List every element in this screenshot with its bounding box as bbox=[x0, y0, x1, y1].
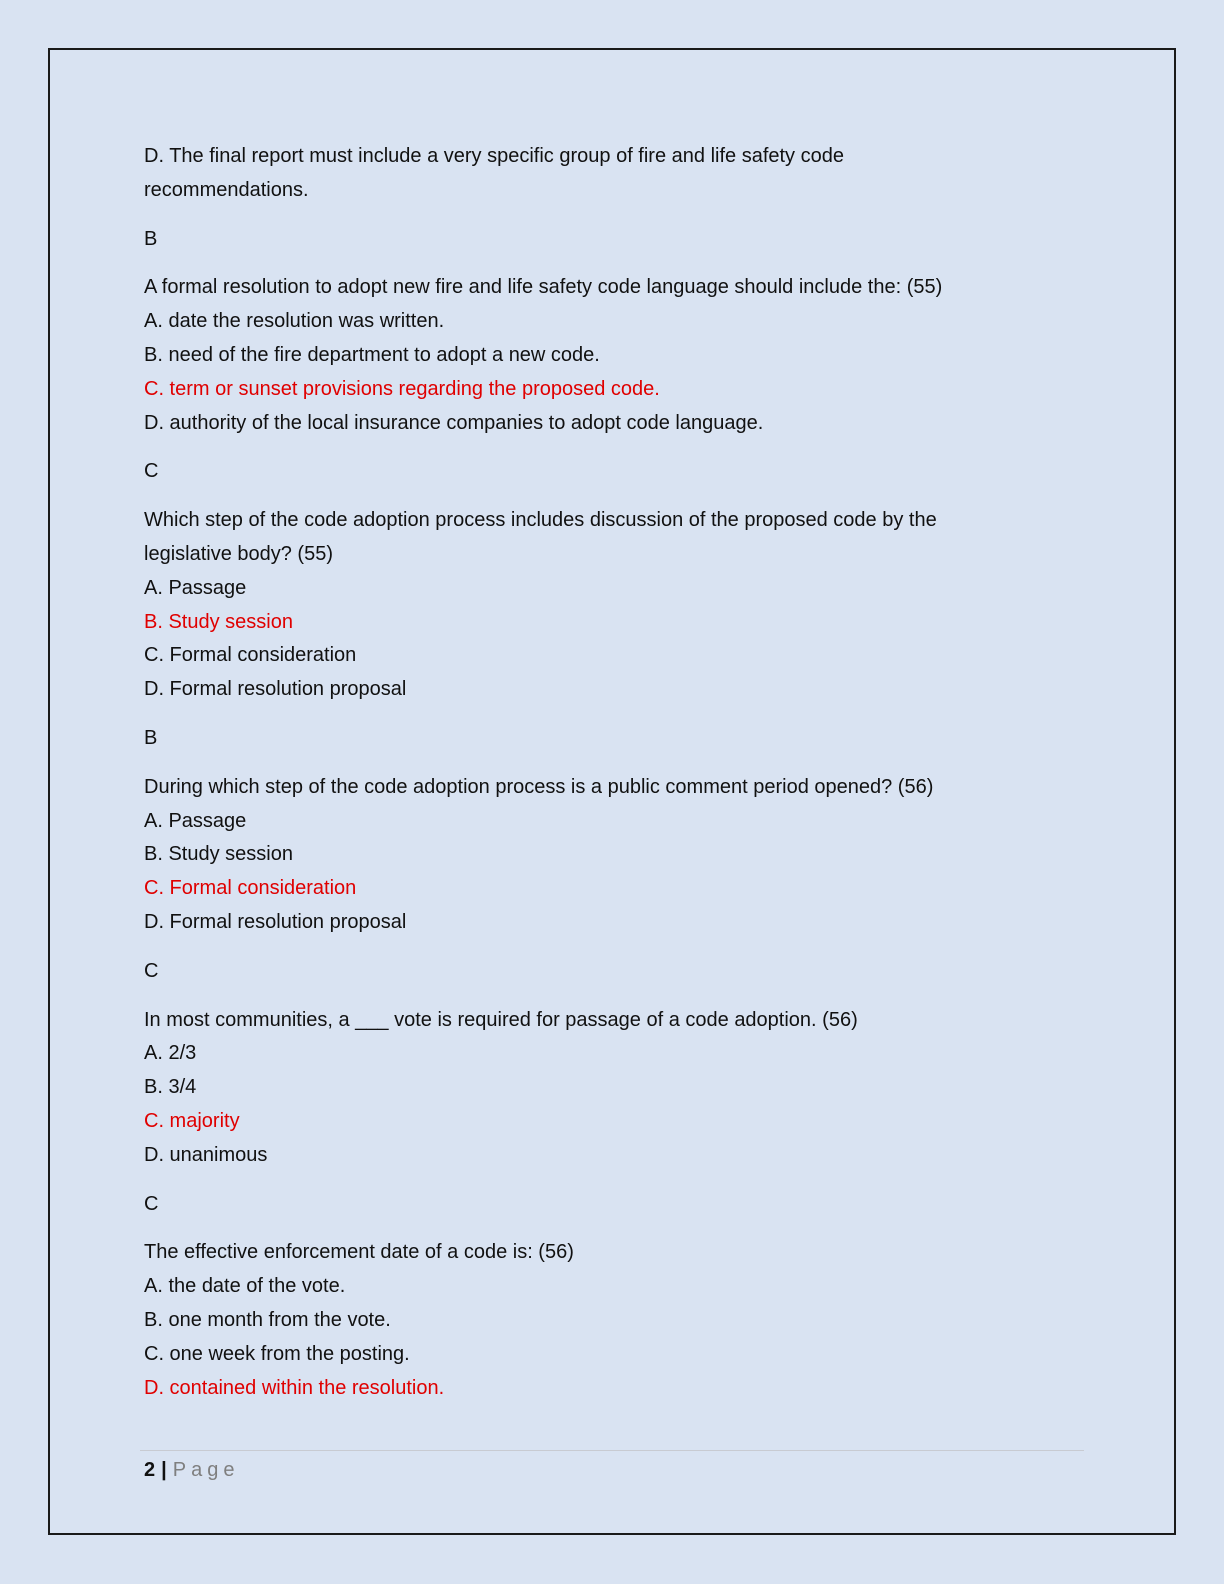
answer-key: B bbox=[144, 726, 158, 749]
spacer bbox=[144, 208, 1084, 223]
option-c-correct: C. term or sunset provisions regarding the proposed code. bbox=[144, 377, 660, 400]
answer-key: B bbox=[144, 227, 158, 250]
spacer bbox=[144, 440, 1084, 455]
option-a: A. date the resolution was written. bbox=[144, 310, 445, 333]
spacer bbox=[144, 756, 1084, 771]
option-b: B. 3/4 bbox=[144, 1076, 197, 1099]
option-b: B. Study session bbox=[144, 843, 293, 866]
option-d: D. Formal resolution proposal bbox=[144, 678, 407, 701]
option-d: D. authority of the local insurance companies to adopt code language. bbox=[144, 411, 764, 434]
spacer bbox=[144, 256, 1084, 271]
page-number: 2 bbox=[144, 1459, 156, 1481]
option-c: C. one week from the posting. bbox=[144, 1342, 410, 1365]
option-a: A. Passage bbox=[144, 809, 247, 832]
question-stem: In most communities, a ___ vote is required for passage of a code adoption. (56) bbox=[144, 1008, 858, 1031]
page-footer bbox=[144, 1456, 239, 1484]
spacer bbox=[144, 707, 1084, 722]
answer-key: C bbox=[144, 959, 159, 982]
document-content bbox=[144, 140, 1084, 1405]
option-d: D. unanimous bbox=[144, 1143, 268, 1166]
footer-separator: | bbox=[161, 1459, 167, 1481]
option-a: A. 2/3 bbox=[144, 1042, 197, 1065]
option-d-correct: D. contained within the resolution. bbox=[144, 1376, 445, 1399]
option-d: D. Formal resolution proposal bbox=[144, 910, 407, 933]
spacer bbox=[144, 989, 1084, 1004]
answer-key: C bbox=[144, 460, 159, 483]
question-stem: A formal resolution to adopt new fire and life safety code language should include the: (55) bbox=[144, 276, 943, 299]
question-stem: During which step of the code adoption process is a public comment period opened? (56) bbox=[144, 775, 934, 798]
spacer bbox=[144, 940, 1084, 955]
question-stem: Which step of the code adoption process includes discussion of the proposed code by the legislative body? (55) bbox=[144, 509, 937, 565]
footer-divider bbox=[140, 1450, 1084, 1451]
option-b: B. need of the fire department to adopt a new code. bbox=[144, 343, 600, 366]
option-c-correct: C. Formal consideration bbox=[144, 877, 357, 900]
option-a: A. Passage bbox=[144, 576, 247, 599]
option-b: B. one month from the vote. bbox=[144, 1308, 391, 1331]
page-label: Page bbox=[172, 1459, 240, 1481]
option-a: A. the date of the vote. bbox=[144, 1275, 346, 1298]
answer-key: C bbox=[144, 1192, 159, 1215]
option-c-correct: C. majority bbox=[144, 1109, 240, 1132]
option-b-correct: B. Study session bbox=[144, 610, 293, 633]
spacer bbox=[144, 489, 1084, 504]
option-c: C. Formal consideration bbox=[144, 644, 357, 667]
spacer bbox=[144, 1221, 1084, 1236]
carryover-option: D. The final report must include a very specific group of fire and life safety code recommendations. bbox=[144, 145, 844, 201]
spacer bbox=[144, 1173, 1084, 1188]
question-stem: The effective enforcement date of a code is: (56) bbox=[144, 1241, 574, 1264]
